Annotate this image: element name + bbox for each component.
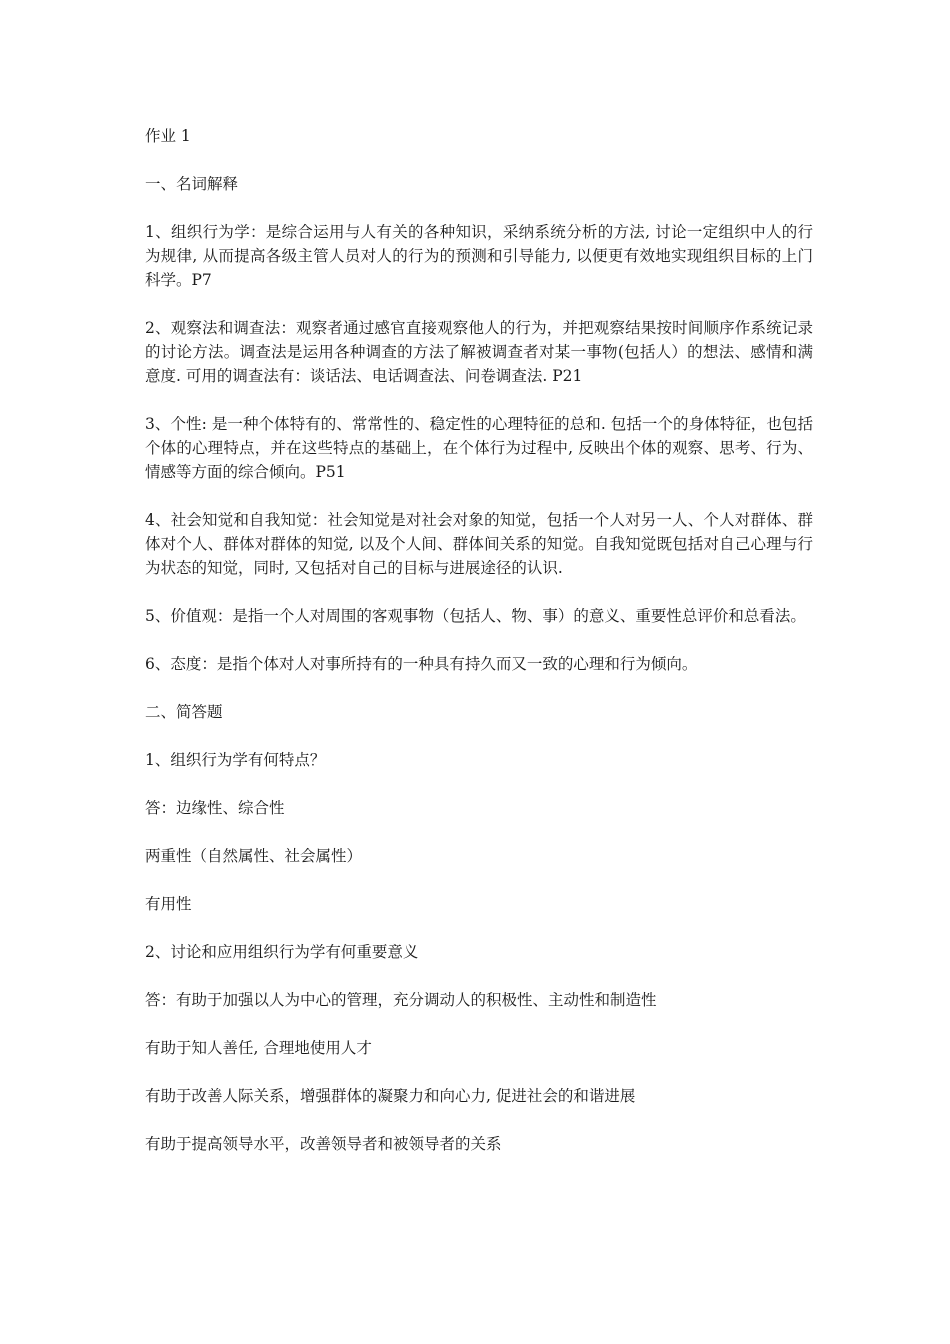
document-body <box>145 124 813 1180</box>
answer-line: 两重性（自然属性、社会属性） <box>145 847 363 865</box>
answer-line: 有助于知人善任, 合理地使用人才 <box>145 1039 372 1057</box>
definition-paragraph: 4、社会知觉和自我知觉：社会知觉是对社会对象的知觉，包括一个人对另一人、个人对群体、群体对个人、群体对群体的知觉, 以及个人间、群体间关系的知觉。自我知觉既包括对自己心理与行为状态的知觉，同时, 又包括对自己的目标与进展途径的认识. <box>145 511 813 577</box>
question-1: 1、组织行为学有何特点？ <box>145 751 326 769</box>
answer-line: 有用性 <box>145 895 192 913</box>
section-heading-terms: 一、名词解释 <box>145 175 239 193</box>
definition-paragraph: 6、态度：是指个体对人对事所持有的一种具有持久而又一致的心理和行为倾向。 <box>145 655 698 673</box>
document-title: 作业 1 <box>145 127 191 145</box>
answer-line: 有助于提高领导水平，改善领导者和被领导者的关系 <box>145 1135 502 1153</box>
definition-paragraph: 3、个性: 是一种个体特有的、常常性的、稳定性的心理特征的总和. 包括一个的身体特征，也包括个体的心理特点，并在这些特点的基础上，在个体行为过程中, 反映出个体的观察、思考、行为、情感等方面的综合倾向。P51 <box>145 415 813 481</box>
question-2: 2、讨论和应用组织行为学有何重要意义 <box>145 943 419 961</box>
definition-paragraph: 2、观察法和调查法：观察者通过感官直接观察他人的行为，并把观察结果按时间顺序作系统记录的讨论方法。调查法是运用各种调查的方法了解被调查者对某一事物(包括人）的想法、感情和满意度. 可用的调查法有：谈话法、电话调查法、问卷调查法. P21 <box>145 319 813 385</box>
section-heading-short-answers: 二、简答题 <box>145 703 223 721</box>
answer-line: 答：边缘性、综合性 <box>145 799 285 817</box>
answer-line: 答：有助于加强以人为中心的管理，充分调动人的积极性、主动性和制造性 <box>145 991 657 1009</box>
definition-paragraph: 1、组织行为学：是综合运用与人有关的各种知识，采纳系统分析的方法, 讨论一定组织中人的行为规律, 从而提高各级主管人员对人的行为的预测和引导能力, 以便更有效地实现组织目标的上门科学。P7 <box>145 223 813 289</box>
answer-line: 有助于改善人际关系，增强群体的凝聚力和向心力, 促进社会的和谐进展 <box>145 1087 636 1105</box>
definition-paragraph: 5、价值观：是指一个人对周围的客观事物（包括人、物、事）的意义、重要性总评价和总看法。 <box>145 607 806 625</box>
